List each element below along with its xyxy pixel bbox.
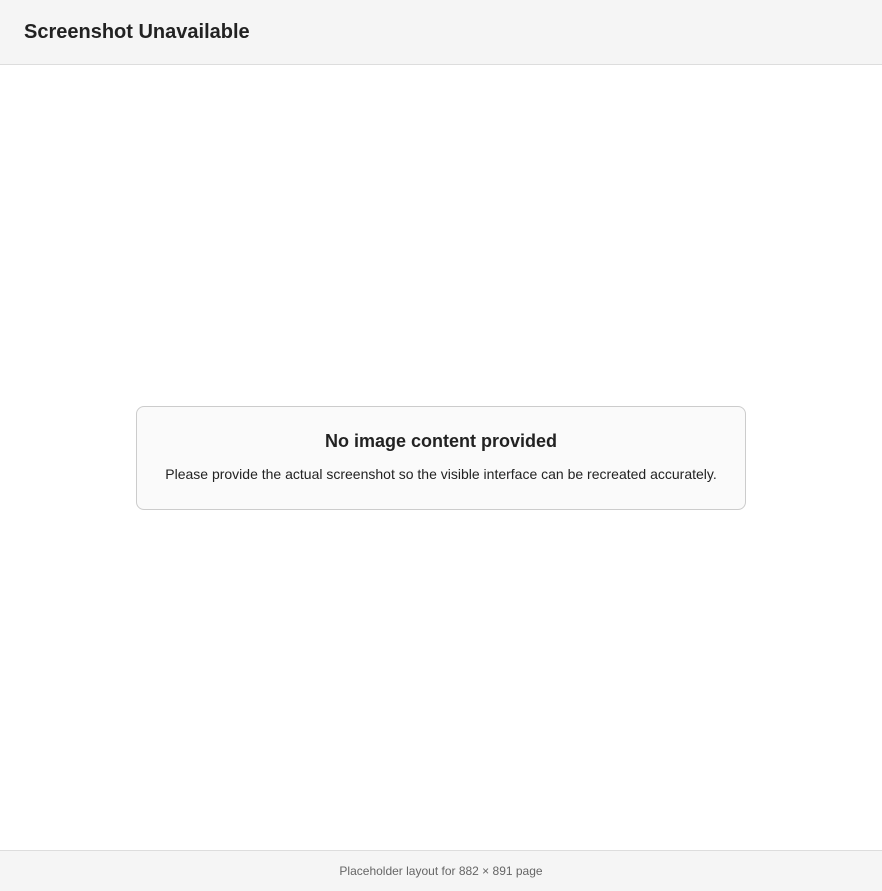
page-header	[0, 0, 882, 65]
main-content	[0, 65, 882, 850]
notice-text: Please provide the actual screenshot so the visible interface can be recreated accurately.	[165, 465, 717, 482]
notice-title: No image content provided	[324, 430, 558, 451]
page-footer: Placeholder layout for 882 × 891 page	[0, 850, 882, 891]
missing-image-notice	[136, 406, 746, 510]
page-title: Screenshot Unavailable	[24, 20, 250, 43]
